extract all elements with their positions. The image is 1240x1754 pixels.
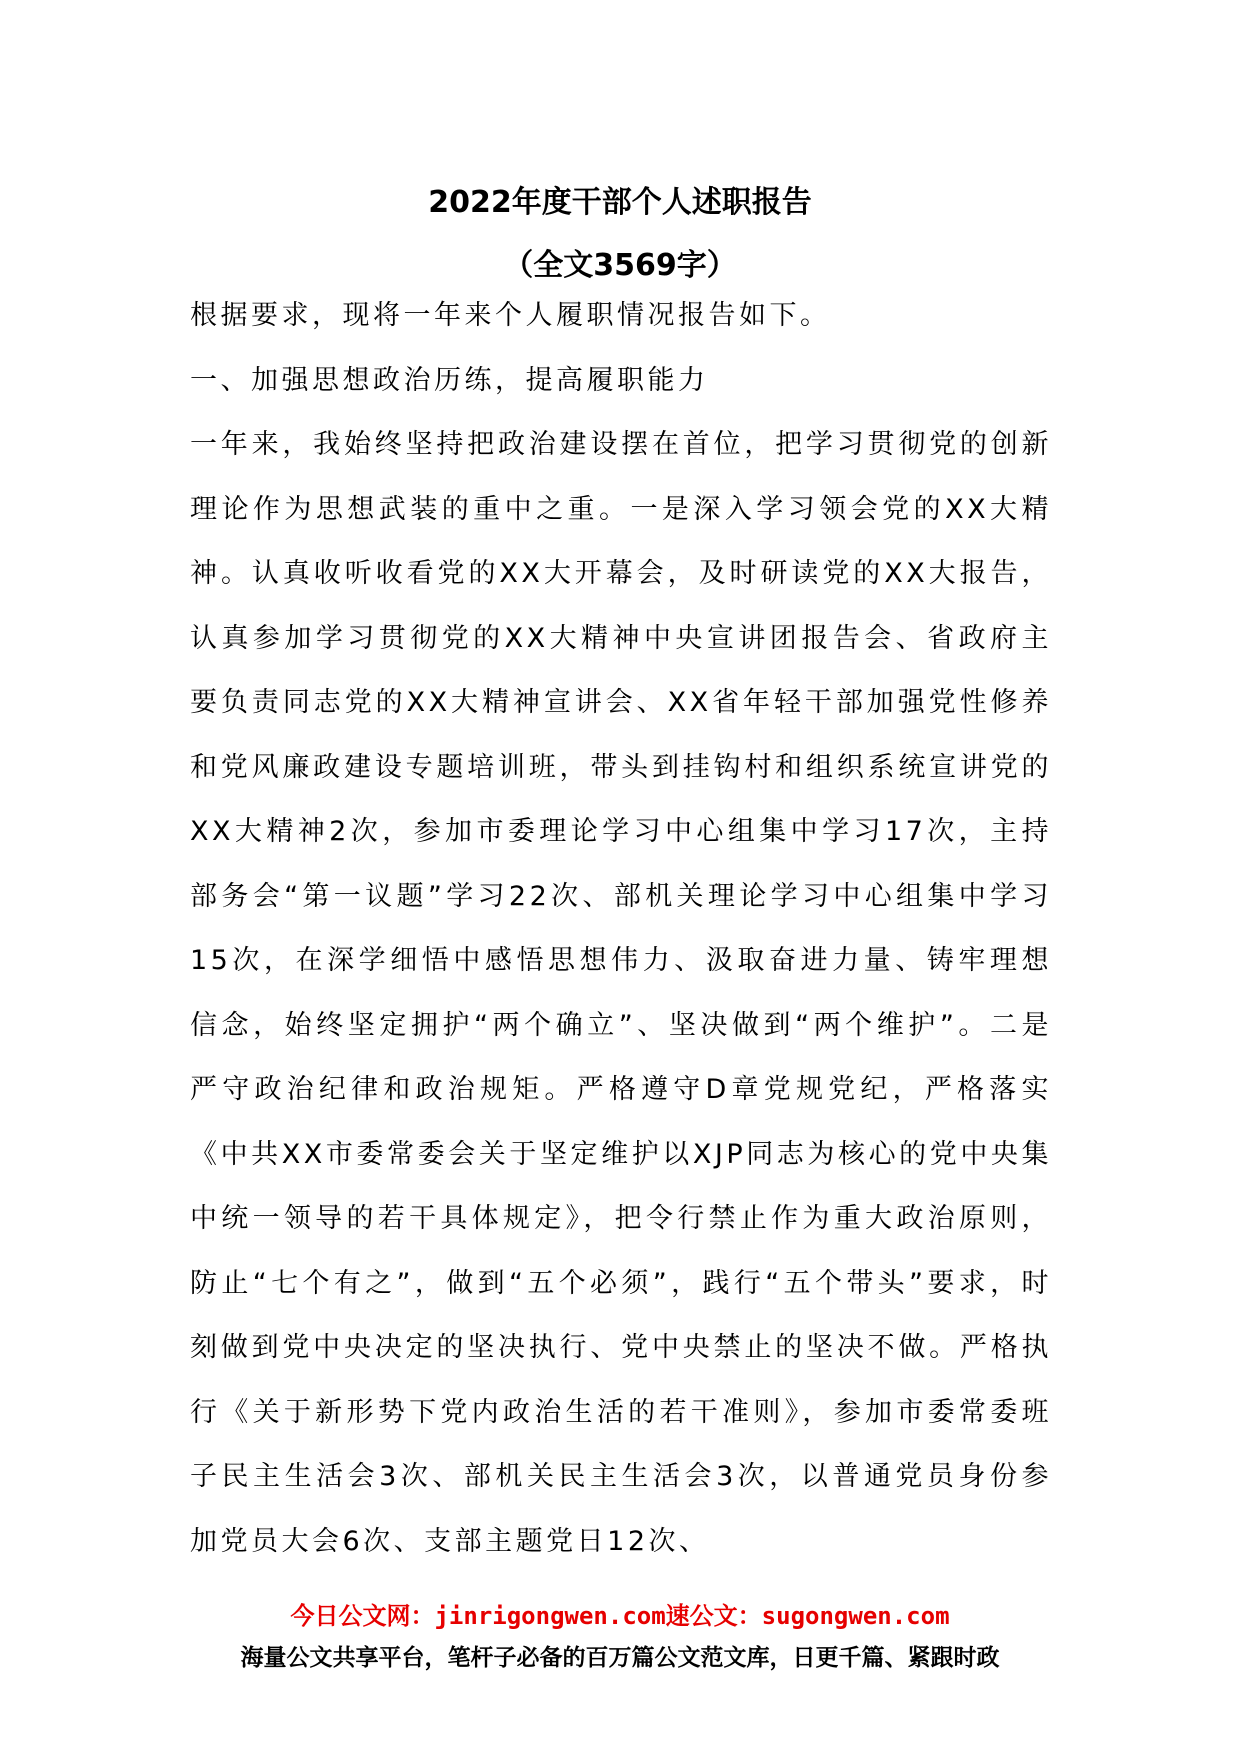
document-title: 2022年度干部个人述职报告 xyxy=(428,185,812,220)
document-body xyxy=(190,284,1052,1574)
intro-paragraph: 根据要求，现将一年来个人履职情况报告如下。 xyxy=(190,300,831,331)
section-heading: 一、加强思想政治历练，提高履职能力 xyxy=(190,364,709,396)
body-paragraph: 一年来，我始终坚持把政治建设摆在首位，把学习贯彻党的创新理论作为思想武装的重中之重。一是深入学习领会党的XX大精神。认真收听收看党的XX大开幕会，及时研读党的XX大报告，认真参加学习贯彻党的XX大精神中央宣讲团报告会、省政府主要负责同志党的XX大精神宣讲会、XX省年轻干部加强党性修养和党风廉政建设专题培训班，带头到挂钩村和组织系统宣讲党的XX大精神2次，参加市委理论学习中心组集中学习17次，主持部务会“第一议题”学习22次、部机关理论学习中心组集中学习15次，在深学细悟中感悟思想伟力、汲取奋进力量、铸牢理想信念，始终坚定拥护“两个确立”、坚决做到“两个维护”。二是严守政治纪律和政治规矩。严格遵守D章党规党纪，严格落实《中共XX市委常委会关于坚定维护以XJP同志为核心的党中央集中统一领导的若干具体规定》，把令行禁止作为重大政治原则，防止“七个有之”，做到“五个必须”，践行“五个带头”要求，时刻做到党中央决定的坚决执行、党中央禁止的坚决不做。严格执行《关于新形势下党内政治生活的若干准则》，参加市委常委班子民主生活会3次、部机关民主生活会3次，以普通党员身份参加党员大会6次、支部主题党日12次、 xyxy=(190,429,1052,1557)
footer-tagline: 海量公文共享平台，笔杆子必备的百万篇公文范文库，日更千篇、紧跟时政 xyxy=(240,1645,1000,1671)
footer-sites xyxy=(0,1599,1240,1633)
site2-name: 速公文： xyxy=(665,1602,762,1630)
site2-link[interactable]: sugongwen.com xyxy=(761,1602,950,1630)
document-subtitle: （全文3569字） xyxy=(503,248,737,283)
site1-name: 今日公文网： xyxy=(290,1602,435,1630)
site1-link[interactable]: jinrigongwen.com xyxy=(434,1602,666,1630)
